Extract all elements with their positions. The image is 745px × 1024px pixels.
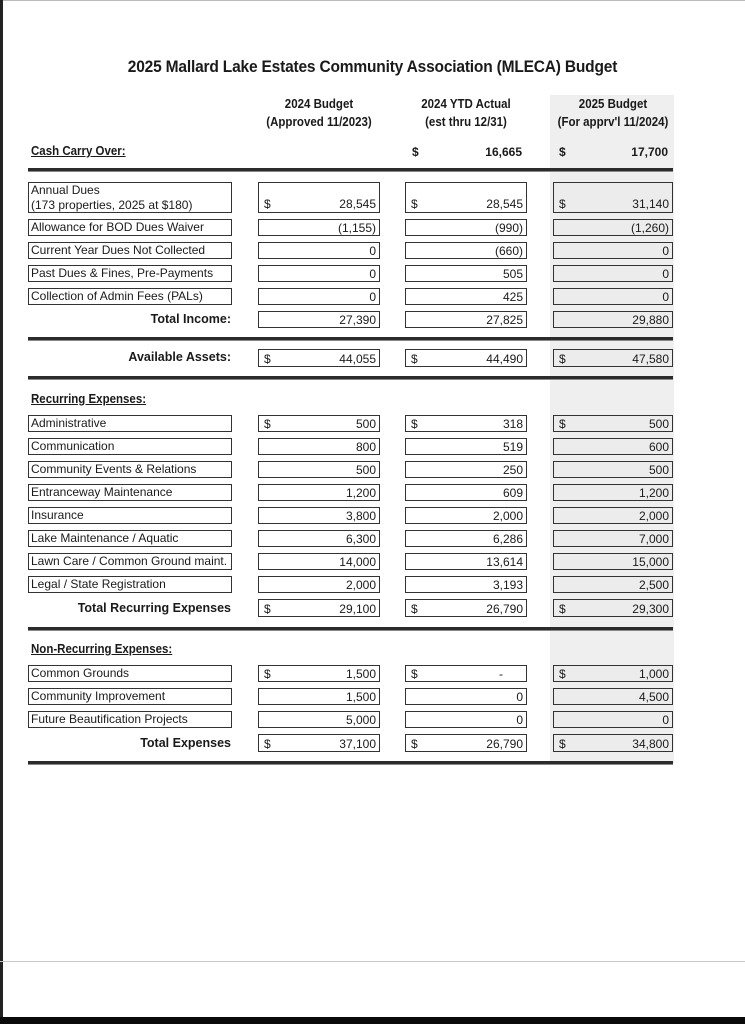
label-line2: (173 properties, 2025 at $180)	[31, 198, 193, 212]
recurring-value-2024-ytd	[405, 530, 527, 547]
amount: 2,500	[638, 578, 669, 592]
currency-symbol: $	[264, 352, 271, 366]
amount: 37,100	[339, 737, 376, 751]
total-income-2025-budget	[553, 311, 673, 328]
amount: 0	[369, 244, 376, 258]
scan-top-edge	[0, 0, 745, 1]
column-header-line1: 2024 YTD Actual	[421, 97, 511, 111]
total-recurring-2024-budget	[258, 599, 380, 617]
recurring-value-2024-ytd	[405, 507, 527, 524]
recurring-value-2024-budget	[258, 438, 380, 455]
recurring-value-2024-ytd	[405, 415, 527, 432]
cash-carry-over-2025-currency: $	[559, 145, 566, 159]
recurring-value-2024-ytd	[405, 461, 527, 478]
amount: 27,825	[486, 313, 523, 327]
column-header-line2: (For apprv'l 11/2024)	[557, 115, 669, 129]
section-divider	[28, 376, 673, 380]
income-value-2024-ytd	[405, 219, 527, 236]
non-recurring-value-2025-budget	[553, 688, 673, 705]
amount: (1,260)	[630, 221, 669, 235]
recurring-value-2025-budget	[553, 484, 673, 501]
cash-carry-over-2024-ytd-value: 16,665	[485, 145, 522, 159]
currency-symbol: $	[264, 667, 271, 681]
non-recurring-value-2024-ytd	[405, 688, 527, 705]
column-header-2024-budget	[263, 95, 375, 131]
recurring-value-2024-budget	[258, 461, 380, 478]
available-assets-2024-ytd	[405, 349, 527, 367]
recurring-value-2024-budget	[258, 507, 380, 524]
cash-carry-over-2025-value: 17,700	[631, 145, 668, 159]
section-divider	[28, 761, 673, 765]
amount: 0	[369, 290, 376, 304]
amount: 0	[662, 244, 669, 258]
recurring-row-label: Administrative	[28, 415, 232, 432]
recurring-row-label: Insurance	[28, 507, 232, 524]
recurring-row-label: Legal / State Registration	[28, 576, 232, 593]
currency-symbol: $	[411, 667, 418, 681]
non-recurring-row-label: Common Grounds	[28, 665, 232, 682]
total-income-2024-budget	[258, 311, 380, 328]
income-row-label: Collection of Admin Fees (PALs)	[28, 288, 232, 305]
amount: 0	[516, 713, 523, 727]
currency-symbol: $	[411, 417, 418, 431]
recurring-value-2024-budget	[258, 553, 380, 570]
recurring-value-2025-budget	[553, 415, 673, 432]
scan-left-edge	[0, 0, 3, 1024]
amount: 7,000	[638, 532, 669, 546]
recurring-value-2025-budget	[553, 553, 673, 570]
currency-symbol: $	[559, 417, 566, 431]
section-divider	[28, 627, 673, 631]
recurring-value-2025-budget	[553, 461, 673, 478]
income-row-label-annual-dues	[28, 182, 232, 213]
income-value-2025-budget	[553, 219, 673, 236]
amount: 14,000	[339, 555, 376, 569]
label-line1: Annual Dues	[31, 183, 100, 197]
section-divider	[28, 168, 673, 172]
amount: 519	[502, 440, 523, 454]
amount: 500	[648, 463, 669, 477]
recurring-row-label: Lawn Care / Common Ground maint.	[28, 553, 232, 570]
recurring-value-2024-ytd	[405, 553, 527, 570]
amount: 4,500	[638, 690, 669, 704]
scan-bottom-edge	[0, 1017, 745, 1024]
currency-symbol: $	[559, 352, 566, 366]
non-recurring-row-label: Future Beautification Projects	[28, 711, 232, 728]
amount: 2,000	[492, 509, 523, 523]
recurring-row-label: Entranceway Maintenance	[28, 484, 232, 501]
amount: 44,055	[339, 352, 376, 366]
amount: 505	[502, 267, 523, 281]
amount: 318	[502, 417, 523, 431]
total-income-2024-ytd	[405, 311, 527, 328]
recurring-row-label: Communication	[28, 438, 232, 455]
recurring-value-2025-budget	[553, 507, 673, 524]
cash-carry-over-label: Cash Carry Over:	[31, 144, 126, 158]
income-value-2024-budget	[258, 288, 380, 305]
amount: 44,490	[486, 352, 523, 366]
total-recurring-2025-budget	[553, 599, 673, 617]
recurring-value-2025-budget	[553, 438, 673, 455]
amount: 15,000	[632, 555, 669, 569]
amount: 3,800	[345, 509, 376, 523]
total-recurring-expenses-label: Total Recurring Expenses	[77, 601, 231, 615]
amount: 1,000	[638, 667, 669, 681]
currency-symbol: $	[264, 197, 271, 211]
recurring-value-2025-budget	[553, 576, 673, 593]
column-header-2025-budget	[555, 95, 671, 131]
recurring-value-2024-budget	[258, 484, 380, 501]
amount: (1,155)	[337, 221, 376, 235]
amount: 500	[355, 463, 376, 477]
income-value-2024-budget	[258, 219, 380, 236]
amount: 0	[662, 290, 669, 304]
amount: (660)	[494, 244, 523, 258]
column-header-line2: (est thru 12/31)	[425, 115, 507, 129]
recurring-value-2024-ytd	[405, 438, 527, 455]
amount: 0	[369, 267, 376, 281]
column-header-line1: 2024 Budget	[284, 97, 354, 111]
amount: 500	[648, 417, 669, 431]
amount: 500	[355, 417, 376, 431]
amount: 13,614	[486, 555, 523, 569]
income-value-2024-ytd	[405, 242, 527, 259]
non-recurring-expenses-heading: Non-Recurring Expenses:	[31, 642, 173, 656]
total-expenses-2024-ytd	[405, 734, 527, 752]
total-recurring-2024-ytd	[405, 599, 527, 617]
income-row-label: Allowance for BOD Dues Waiver	[28, 219, 232, 236]
currency-symbol: $	[559, 602, 566, 616]
annual-dues-2025-budget	[553, 182, 673, 213]
amount: 34,800	[632, 737, 669, 751]
non-recurring-value-2024-budget	[258, 711, 380, 728]
currency-symbol: $	[264, 417, 271, 431]
amount: 0	[662, 713, 669, 727]
recurring-expenses-heading: Recurring Expenses:	[31, 392, 147, 406]
amount: 26,790	[486, 737, 523, 751]
amount: 600	[648, 440, 669, 454]
recurring-value-2024-ytd	[405, 576, 527, 593]
currency-symbol: $	[411, 737, 418, 751]
amount: 27,390	[339, 313, 376, 327]
recurring-value-2025-budget	[553, 530, 673, 547]
amount: 2,000	[638, 509, 669, 523]
currency-symbol: $	[559, 197, 566, 211]
amount: 29,100	[339, 602, 376, 616]
currency-symbol: $	[559, 667, 566, 681]
currency-symbol: $	[264, 737, 271, 751]
income-row-label: Current Year Dues Not Collected	[28, 242, 232, 259]
amount: 29,300	[632, 602, 669, 616]
amount: 29,880	[632, 313, 669, 327]
amount: 1,500	[345, 667, 376, 681]
amount: 2,000	[345, 578, 376, 592]
recurring-value-2024-budget	[258, 415, 380, 432]
document-title: 2025 Mallard Lake Estates Community Association (MLECA) Budget	[127, 58, 618, 76]
non-recurring-value-2024-ytd	[405, 665, 527, 682]
column-header-2024-ytd-actual	[410, 95, 522, 131]
amount: 800	[355, 440, 376, 454]
recurring-value-2024-ytd	[405, 484, 527, 501]
amount: 3,193	[492, 578, 523, 592]
income-value-2025-budget	[553, 242, 673, 259]
amount: (990)	[494, 221, 523, 235]
amount: 1,200	[345, 486, 376, 500]
amount: 0	[516, 690, 523, 704]
column-header-line2: (Approved 11/2023)	[266, 115, 372, 129]
annual-dues-2024-ytd	[405, 182, 527, 213]
recurring-row-label: Community Events & Relations	[28, 461, 232, 478]
currency-symbol: $	[411, 197, 418, 211]
amount: 28,545	[486, 197, 523, 211]
income-value-2025-budget	[553, 265, 673, 282]
available-assets-2025-budget	[553, 349, 673, 367]
income-row-label: Past Dues & Fines, Pre-Payments	[28, 265, 232, 282]
scan-artifact-line	[0, 961, 745, 962]
amount: 47,580	[632, 352, 669, 366]
non-recurring-value-2024-ytd	[405, 711, 527, 728]
total-expenses-2024-budget	[258, 734, 380, 752]
total-income-label: Total Income:	[150, 312, 231, 326]
currency-symbol: $	[411, 602, 418, 616]
amount: 5,000	[345, 713, 376, 727]
non-recurring-value-2025-budget	[553, 665, 673, 682]
amount: -	[499, 667, 503, 681]
amount: 26,790	[486, 602, 523, 616]
non-recurring-value-2024-budget	[258, 688, 380, 705]
non-recurring-value-2025-budget	[553, 711, 673, 728]
cash-carry-over-2024-ytd-currency: $	[412, 145, 419, 159]
total-expenses-2025-budget	[553, 734, 673, 752]
amount: 0	[662, 267, 669, 281]
section-divider	[28, 337, 673, 341]
non-recurring-row-label: Community Improvement	[28, 688, 232, 705]
amount: 1,200	[638, 486, 669, 500]
amount: 31,140	[632, 197, 669, 211]
recurring-value-2024-budget	[258, 530, 380, 547]
income-value-2024-budget	[258, 265, 380, 282]
currency-symbol: $	[411, 352, 418, 366]
currency-symbol: $	[264, 602, 271, 616]
amount: 6,286	[492, 532, 523, 546]
income-value-2024-ytd	[405, 288, 527, 305]
amount: 1,500	[345, 690, 376, 704]
non-recurring-value-2024-budget	[258, 665, 380, 682]
amount: 28,545	[339, 197, 376, 211]
annual-dues-2024-budget	[258, 182, 380, 213]
income-value-2025-budget	[553, 288, 673, 305]
recurring-value-2024-budget	[258, 576, 380, 593]
available-assets-label: Available Assets:	[128, 350, 231, 364]
currency-symbol: $	[559, 737, 566, 751]
recurring-row-label: Lake Maintenance / Aquatic	[28, 530, 232, 547]
total-expenses-label: Total Expenses	[140, 736, 231, 750]
income-value-2024-ytd	[405, 265, 527, 282]
amount: 250	[502, 463, 523, 477]
amount: 6,300	[345, 532, 376, 546]
income-value-2024-budget	[258, 242, 380, 259]
amount: 425	[502, 290, 523, 304]
amount: 609	[502, 486, 523, 500]
available-assets-2024-budget	[258, 349, 380, 367]
column-header-line1: 2025 Budget	[578, 97, 648, 111]
